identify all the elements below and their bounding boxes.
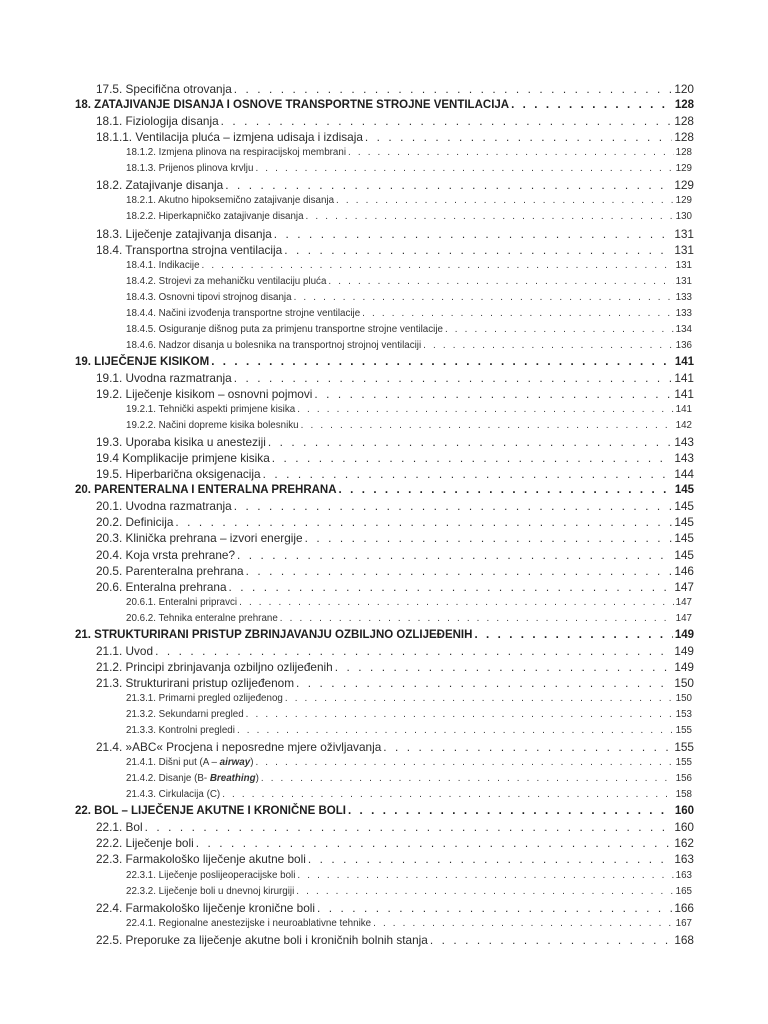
- toc-entry: [96, 579, 694, 594]
- toc-page-number: 158: [675, 789, 692, 801]
- toc-chapter-entry: [75, 630, 694, 642]
- toc-entry-title: [96, 854, 306, 866]
- dot-leader: [239, 598, 674, 608]
- toc-chapter-entry: [75, 357, 694, 369]
- toc-page-number: 131: [675, 275, 692, 287]
- toc-entry-title-text: 21.4.1. Dišni put (A –: [126, 757, 220, 769]
- toc-entry-title: [96, 453, 270, 465]
- toc-entry: [96, 563, 694, 578]
- toc-entry-title-text: 19.2.2. Načini dopreme kisika bolesniku: [126, 420, 299, 432]
- toc-entry-title-text: 20.4. Koja vrsta prehrane?: [96, 547, 236, 562]
- toc-entry-title-text: 19. LIJEČENJE KISIKOM: [75, 355, 210, 368]
- toc-entry-title: [126, 164, 253, 174]
- toc-page-number: 120: [674, 82, 694, 96]
- toc-entry: [96, 437, 694, 449]
- toc-entry-title: [126, 614, 278, 624]
- toc-entry: [96, 469, 694, 481]
- toc-entry: [126, 598, 692, 608]
- toc-entry-title-text: 22.3. Farmakološko liječenje akutne boli: [96, 852, 306, 867]
- toc-page-number: 144: [674, 467, 694, 482]
- toc-entry-title-text: 22.3.1. Liječenje poslijeoperacijske boli: [126, 869, 296, 881]
- toc-entry: [126, 790, 692, 800]
- toc-entry-title: [96, 437, 266, 449]
- toc-entry-title: [96, 659, 333, 674]
- toc-page-number: 155: [674, 740, 694, 755]
- toc-page-number: 128: [674, 99, 694, 111]
- toc-entry-title-text: 20. PARENTERALNA I ENTERALNA PREHRANA: [75, 484, 337, 497]
- dot-leader: [308, 854, 672, 866]
- toc-entry: [126, 293, 692, 303]
- dot-leader: [301, 421, 674, 431]
- toc-page-number: 142: [675, 420, 692, 432]
- dot-leader: [423, 341, 673, 351]
- toc-entry: [126, 325, 692, 335]
- toc-entry: [96, 116, 694, 128]
- dot-leader: [296, 678, 672, 690]
- toc-entry-title-text: 19.3. Uporaba kisika u anesteziji: [96, 435, 266, 450]
- toc-entry-title: [96, 563, 244, 578]
- toc-page-number: 162: [674, 836, 694, 851]
- toc-page-number: 133: [675, 291, 692, 303]
- toc-entry-title-text: 22.1. Bol: [96, 820, 143, 835]
- dot-leader: [348, 148, 674, 158]
- toc-page-number: 134: [675, 323, 692, 335]
- toc-entry: [126, 212, 692, 222]
- toc-entry-title: [96, 386, 313, 401]
- toc-entry-title: [126, 293, 292, 303]
- toc-page-number: 165: [675, 885, 692, 897]
- toc-entry-title: [96, 838, 194, 850]
- toc-entry: [126, 164, 692, 174]
- toc-entry-title: [96, 900, 316, 915]
- toc-page-number: 160: [674, 820, 694, 835]
- dot-leader: [222, 790, 673, 800]
- toc-entry: [126, 919, 692, 929]
- dot-leader: [211, 357, 673, 369]
- toc-entry-title: [126, 598, 237, 608]
- toc-entry-title-text: 18.1.1. Ventilacija pluća – izmjena udisaja i izdisaja: [96, 130, 363, 145]
- toc-entry: [126, 421, 692, 431]
- toc-entry: [126, 277, 692, 287]
- toc-page-number: 160: [674, 805, 694, 818]
- dot-leader: [196, 838, 673, 850]
- toc-page-number: 147: [675, 596, 692, 608]
- dot-leader: [328, 277, 673, 287]
- toc-entry: [96, 742, 694, 754]
- toc-entry-title-text: 20.6.2. Tehnika enteralne prehrane: [126, 612, 278, 624]
- toc-entry-title: [75, 357, 209, 369]
- toc-page-number: 141: [674, 370, 694, 385]
- toc-page-number: 128: [674, 130, 694, 145]
- toc-entry: [96, 822, 694, 834]
- dot-leader: [383, 742, 672, 754]
- toc-page-number: 147: [675, 612, 692, 624]
- toc-entry-title-text: 21.3.1. Primarni pregled ozlijeđenog: [126, 692, 283, 704]
- toc-entry-title-text: 18.4.2. Strojevi za mehaničku ventilaciju pluća: [126, 275, 327, 287]
- dot-leader: [234, 501, 673, 513]
- dot-leader: [305, 533, 673, 545]
- toc-entry-title-text: 20.6.1. Enteralni pripravci: [126, 596, 238, 608]
- toc-page-number: 128: [675, 147, 692, 159]
- toc-entry-title-text: 21.4.3. Cirkulacija (C): [126, 789, 221, 801]
- toc-page-number: 133: [675, 307, 692, 319]
- toc-entry-title: [96, 579, 227, 594]
- toc-entry-title-text: 21. STRUKTURIRANI PRISTUP ZBRINJAVANJU OZBILJNO OZLIJEĐENIH: [75, 628, 473, 641]
- toc-entry-title: [96, 932, 428, 947]
- toc-entry-title-text: 18.2.2. Hiperkapničko zatajivanje disanja: [126, 211, 304, 223]
- toc-entry-title: [126, 694, 283, 704]
- toc-entry: [96, 533, 694, 545]
- toc-entry-title-text: 22.4. Farmakološko liječenje kronične boli: [96, 900, 316, 915]
- toc-entry-title-text: 18.1.2. Izmjena plinova na respiracijskoj membrani: [126, 147, 346, 159]
- toc-entry-title: [96, 742, 381, 754]
- toc-entry-title-emphasis: Breathing: [209, 773, 256, 785]
- toc-entry-title: [75, 630, 472, 642]
- toc-entry-title-text: 20.1. Uvodna razmatranja: [96, 499, 232, 514]
- toc-entry-title: [96, 116, 219, 128]
- toc-entry: [96, 180, 694, 192]
- dot-leader: [365, 132, 672, 144]
- toc-page-number: 129: [675, 195, 692, 207]
- toc-entry: [96, 547, 694, 562]
- toc-entry-title: [96, 822, 143, 834]
- toc-entry-title: [126, 261, 200, 271]
- toc-entry: [126, 148, 692, 158]
- dot-leader: [348, 806, 673, 818]
- toc-entry-title-text: 18.3. Liječenje zatajivanja disanja: [96, 226, 272, 241]
- dot-leader: [202, 261, 674, 271]
- toc-chapter-entry: [75, 485, 694, 497]
- toc-page-number: 143: [674, 451, 694, 466]
- toc-entry-title-text: 22. BOL – LIJEČENJE AKUTNE I KRONIČNE BOLI: [75, 805, 346, 818]
- toc-entry-title-text: 21.4. »ABC« Procjena i neposredne mjere oživljavanja: [96, 740, 382, 755]
- toc-entry-title: [96, 469, 261, 481]
- toc-page-number: 145: [674, 547, 694, 562]
- toc-page-number: 129: [675, 163, 692, 175]
- toc-page-number: 131: [674, 226, 694, 241]
- toc-entry: [96, 838, 694, 850]
- toc-page-number: 153: [675, 709, 692, 720]
- toc-entry: [96, 900, 694, 915]
- dot-leader: [268, 437, 672, 449]
- toc-entry-title: [126, 726, 235, 736]
- toc-entry-title: [126, 325, 443, 335]
- toc-page-number: 141: [675, 404, 692, 415]
- dot-leader: [234, 84, 673, 96]
- dot-leader: [294, 293, 674, 303]
- toc-entry-title: [126, 758, 253, 768]
- toc-entry: [96, 84, 694, 96]
- toc-page-number: 145: [674, 531, 694, 546]
- toc-page-number: 150: [674, 675, 694, 690]
- toc-entry-title-text: 20.2. Definicija: [96, 515, 174, 530]
- toc-entry-title: [126, 148, 346, 158]
- toc-entry-title: [96, 643, 154, 658]
- toc-entry-title-text: 20.3. Klinička prehrana – izvori energije: [96, 531, 303, 546]
- dot-leader: [306, 212, 674, 222]
- toc-page-number: 149: [674, 643, 694, 658]
- toc-entry-title-emphasis: airway: [219, 757, 251, 769]
- toc-page-number: 149: [674, 628, 694, 641]
- dot-leader: [362, 309, 673, 319]
- toc-page-number: 130: [675, 211, 692, 223]
- toc-entry: [96, 854, 694, 866]
- dot-leader: [229, 582, 673, 594]
- dot-leader: [255, 758, 673, 768]
- dot-leader: [430, 935, 672, 947]
- dot-leader: [221, 116, 673, 128]
- toc-page-number: 129: [674, 178, 694, 193]
- toc-page-number: 166: [674, 900, 694, 915]
- toc-entry-title-text: 18.2.1. Akutno hipoksemično zatajivanje disanja: [126, 195, 335, 207]
- dot-leader: [296, 887, 673, 897]
- dot-leader: [261, 774, 674, 784]
- dot-leader: [280, 614, 674, 624]
- toc-entry: [96, 370, 694, 385]
- dot-leader: [246, 566, 673, 578]
- toc-entry-title-text: 20.6. Enteralna prehrana: [96, 579, 227, 594]
- toc-chapter-entry: [75, 806, 694, 818]
- toc-entry-title-text: 18.4.5. Osiguranje dišnog puta za primjenu transportne strojne ventilacije: [126, 323, 443, 335]
- toc-chapter-entry: [75, 100, 694, 112]
- toc-entry-title-text: 18.4.4. Načini izvođenja transportne strojne ventilacije: [126, 307, 361, 319]
- dot-leader: [237, 550, 672, 562]
- toc-page-number: 145: [674, 499, 694, 514]
- toc-entry-title: [75, 806, 346, 818]
- toc-page-number: 131: [675, 259, 692, 271]
- toc-entry: [126, 694, 692, 704]
- dot-leader: [225, 180, 672, 192]
- toc-entry-title-text: 18.4.6. Nadzor disanja u bolesnika na transportnoj strojnoj ventilaciji: [126, 339, 422, 351]
- toc-entry: [96, 643, 694, 658]
- toc-entry: [126, 726, 692, 736]
- toc-entry-title: [96, 675, 295, 690]
- toc-entry-title: [126, 774, 259, 784]
- toc-page-number: 131: [674, 242, 694, 257]
- toc-page-number: 143: [674, 435, 694, 450]
- toc-entry-title: [126, 212, 304, 222]
- toc-entry-title-text: 18.1. Fiziologija disanja: [96, 114, 219, 129]
- toc-page-number: 156: [675, 773, 692, 785]
- toc-page-number: 155: [675, 757, 692, 769]
- toc-entry-title-text: 22.5. Preporuke za liječenje akutne boli i kroničnih bolnih stanja: [96, 932, 428, 947]
- toc-entry: [126, 341, 692, 351]
- toc-entry: [126, 774, 692, 784]
- toc-entry: [96, 517, 694, 529]
- dot-leader: [237, 726, 674, 736]
- toc-entry-title-text: 19.4 Komplikacije primjene kisika: [96, 451, 270, 466]
- toc-entry-title: [75, 100, 509, 112]
- dot-leader: [145, 822, 673, 834]
- toc-entry: [126, 614, 692, 624]
- dot-leader: [335, 662, 673, 674]
- toc-entry-title-tail: ): [250, 757, 254, 769]
- dot-leader: [285, 694, 674, 704]
- dot-leader: [155, 646, 672, 658]
- toc-entry-title-text: 18.1.3. Prijenos plinova krvlju: [126, 163, 254, 175]
- dot-leader: [474, 630, 672, 642]
- toc-entry-title: [126, 405, 295, 415]
- dot-leader: [284, 245, 672, 257]
- toc-entry-title-tail: ): [255, 773, 259, 785]
- toc-entry-title-text: 22.2. Liječenje boli: [96, 836, 194, 851]
- toc-entry: [126, 405, 692, 415]
- toc-entry-title-text: 21.2. Principi zbrinjavanja ozbiljno ozlijeđenih: [96, 659, 333, 674]
- dot-leader: [272, 453, 673, 465]
- dot-leader: [263, 469, 673, 481]
- toc-page-number: 146: [674, 563, 694, 578]
- dot-leader: [297, 405, 673, 415]
- toc-entry-title: [96, 180, 223, 192]
- toc-entry: [96, 132, 694, 144]
- toc-page-number: 155: [675, 725, 692, 736]
- toc-entry-title: [96, 242, 283, 257]
- toc-entry: [96, 453, 694, 465]
- toc-page-number: 168: [674, 932, 694, 947]
- dot-leader: [373, 919, 674, 929]
- toc-entry-title: [96, 501, 232, 513]
- dot-leader: [445, 325, 674, 335]
- toc-entry-title-text: 21.3. Strukturirani pristup ozlijeđenom: [96, 675, 295, 690]
- dot-leader: [255, 164, 673, 174]
- toc-entry: [96, 501, 694, 513]
- dot-leader: [317, 903, 672, 915]
- toc-page-number: 136: [675, 339, 692, 351]
- toc-page-number: 149: [674, 659, 694, 674]
- toc-entry-title-text: 19.5. Hiperbarična oksigenacija: [96, 467, 261, 482]
- toc-entry-title: [96, 370, 232, 385]
- toc-entry: [126, 871, 692, 881]
- toc-entry-title: [126, 309, 360, 319]
- toc-page-number: 150: [675, 692, 692, 704]
- toc-entry: [126, 710, 692, 720]
- toc-entry-title: [126, 871, 295, 881]
- toc-entry-title-text: 19.2. Liječenje kisikom – osnovni pojmovi: [96, 386, 313, 401]
- toc-entry-title-text: 22.3.2. Liječenje boli u dnevnoj kirurgiji: [126, 885, 295, 897]
- toc-entry-title-text: 18.4.1. Indikacije: [126, 259, 200, 271]
- toc-entry-title-text: 18.4. Transportna strojna ventilacija: [96, 242, 283, 257]
- toc-entry: [126, 309, 692, 319]
- dot-leader: [336, 196, 674, 206]
- toc-page-number: 163: [674, 852, 694, 867]
- toc-entry-title: [126, 919, 371, 929]
- toc-entry: [96, 386, 694, 401]
- toc-page-number: 147: [674, 579, 694, 594]
- dot-leader: [234, 373, 673, 385]
- toc-entry-title: [126, 421, 299, 431]
- toc-entry-title-text: 21.3.3. Kontrolni pregledi: [126, 725, 235, 736]
- toc-page-number: 141: [674, 355, 694, 368]
- toc-entry-title: [126, 341, 421, 351]
- toc-entry-title: [96, 226, 272, 241]
- dot-leader: [511, 100, 673, 112]
- toc-page-number: 128: [674, 114, 694, 129]
- toc-entry-title: [126, 196, 334, 206]
- toc-entry: [126, 758, 692, 768]
- toc-entry-title-text: 17.5. Specifična otrovanja: [96, 82, 232, 96]
- dot-leader: [297, 871, 673, 881]
- toc-entry-title-text: 21.4.2. Disanje (B-: [126, 773, 210, 785]
- dot-leader: [246, 710, 674, 720]
- toc-page-number: 167: [675, 917, 692, 929]
- toc-page-number: 145: [674, 484, 694, 497]
- toc-entry-title-text: 22.4.1. Regionalne anestezijske i neuroablativne tehnike: [126, 917, 372, 929]
- toc-entry-title: [126, 710, 244, 720]
- toc-entry-title: [75, 485, 337, 497]
- toc-entry: [96, 932, 694, 947]
- toc-entry-title: [96, 517, 173, 529]
- dot-leader: [274, 229, 673, 241]
- toc-entry: [126, 261, 692, 271]
- toc-entry-title: [126, 887, 294, 897]
- toc-entry-title: [96, 547, 236, 562]
- toc-page-number: 141: [674, 386, 694, 401]
- toc-entry-title-text: 18.2. Zatajivanje disanja: [96, 178, 224, 193]
- toc-entry-title-text: 18.4.3. Osnovni tipovi strojnog disanja: [126, 291, 292, 303]
- toc-entry: [126, 196, 692, 206]
- toc-page-number: 163: [675, 869, 692, 881]
- toc-entry: [96, 659, 694, 674]
- toc-entry-title-text: 19.1. Uvodna razmatranja: [96, 370, 232, 385]
- dot-leader: [339, 485, 673, 497]
- dot-leader: [175, 517, 672, 529]
- toc-entry-title: [96, 533, 303, 545]
- dot-leader: [314, 389, 672, 401]
- toc-entry: [96, 226, 694, 241]
- toc-entry-title-text: 18. ZATAJIVANJE DISANJA I OSNOVE TRANSPORTNE STROJNE VENTILACIJA: [75, 99, 510, 111]
- toc-entry-title-text: 20.5. Parenteralna prehrana: [96, 563, 244, 578]
- toc-entry: [126, 887, 692, 897]
- toc-entry-title: [126, 277, 326, 287]
- toc-page-number: 145: [674, 515, 694, 530]
- toc-entry-title-text: 21.3.2. Sekundarni pregled: [126, 709, 244, 720]
- toc-entry-title-text: 21.1. Uvod: [96, 643, 154, 658]
- toc-entry-title: [96, 84, 232, 96]
- toc-entry: [96, 675, 694, 690]
- toc-entry-title: [126, 790, 220, 800]
- toc-entry-title: [96, 132, 363, 144]
- toc-entry: [96, 242, 694, 257]
- toc-entry-title-text: 19.2.1. Tehnički aspekti primjene kisika: [126, 404, 296, 415]
